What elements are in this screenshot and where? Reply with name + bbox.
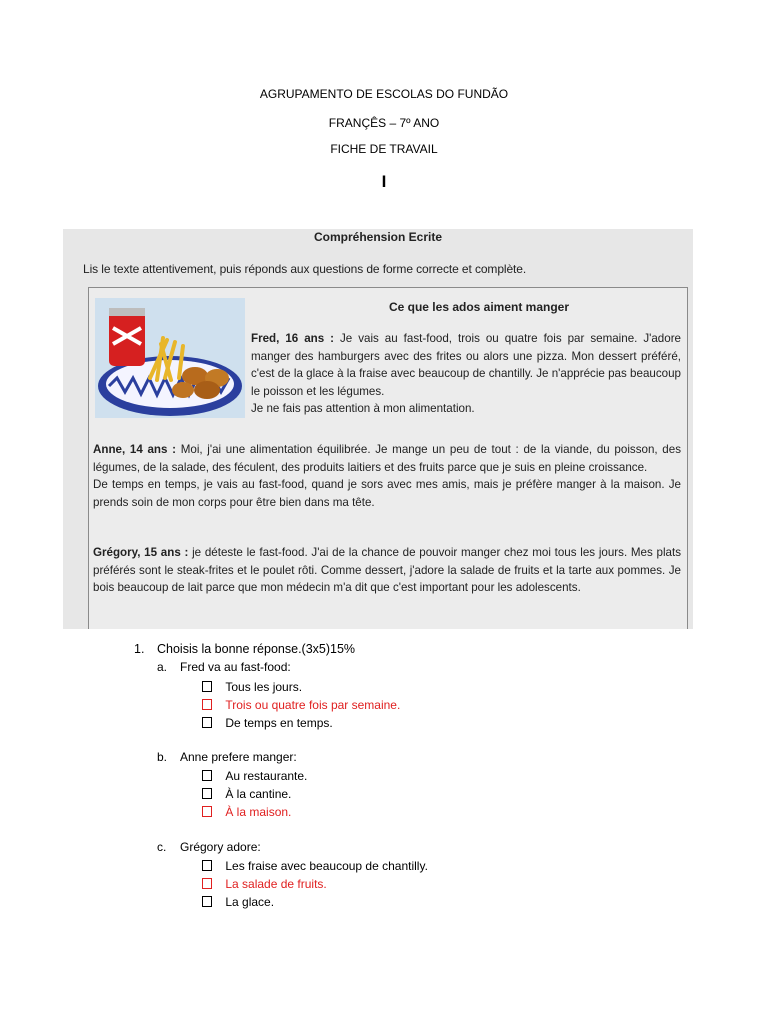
option-label: Les fraise avec beaucoup de chantilly.: [225, 859, 428, 873]
article-box: [88, 287, 688, 629]
checkbox-icon[interactable]: [202, 896, 212, 907]
checkbox-icon[interactable]: [202, 717, 212, 728]
option-c3[interactable]: [202, 895, 274, 909]
section-number: I: [381, 172, 387, 191]
option-b1[interactable]: [202, 769, 307, 783]
fast-food-illustration: [95, 298, 245, 418]
option-b3-correct[interactable]: [202, 805, 291, 819]
option-label: Au restaurante.: [225, 769, 308, 783]
question-1-text: Choisis la bonne réponse.(3x5)15%: [157, 642, 356, 656]
anne-name: Anne, 14 ans :: [93, 443, 177, 456]
checkbox-icon[interactable]: [202, 860, 212, 871]
option-label: La salade de fruits.: [225, 877, 327, 891]
option-label: De temps en temps.: [225, 716, 333, 730]
anne-text-2: De temps en temps, je vais au fast-food, quand je sors avec mes amis, mais je préfère manger à la maison. Je prends soin de mon corps pour être bien dans ma tête.: [93, 478, 681, 509]
comprehension-block: [63, 229, 693, 629]
checkbox-icon[interactable]: [202, 878, 212, 889]
fred-text-2: Je ne fais pas attention à mon alimentation.: [251, 402, 475, 415]
gregory-name: Grégory, 15 ans :: [93, 546, 189, 559]
option-a2-correct[interactable]: [202, 698, 400, 712]
part-b-prompt: Anne prefere manger:: [180, 750, 297, 764]
option-c1[interactable]: [202, 859, 428, 873]
question-1-number: 1.: [134, 642, 145, 656]
part-a-letter: a.: [157, 660, 168, 674]
checkbox-icon[interactable]: [202, 770, 212, 781]
option-a3[interactable]: [202, 716, 333, 730]
option-label: Tous les jours.: [225, 680, 303, 694]
option-a1[interactable]: [202, 680, 302, 694]
comprehension-instruction: Lis le texte attentivement, puis réponds aux questions de forme correcte et complète.: [83, 262, 527, 276]
checkbox-icon[interactable]: [202, 681, 212, 692]
option-label: À la maison.: [225, 805, 292, 819]
sheet-title: FICHE DE TRAVAIL: [330, 142, 438, 156]
option-label: À la cantine.: [225, 787, 292, 801]
school-name: AGRUPAMENTO DE ESCOLAS DO FUNDÃO: [259, 87, 509, 101]
gregory-paragraph: [93, 544, 681, 597]
anne-paragraph: [93, 441, 681, 511]
article-title: Ce que les ados aiment manger: [388, 300, 570, 314]
fred-text: Je vais au fast-food, trois ou quatre fois par semaine. J'adore manger des hamburgers avec des frites ou alors une pizza. Mon dessert préféré, c'est de la glace à la fraise avec beaucoup de chantilly. Je n'apprécie pas beaucoup le poisson et les légumes.: [251, 332, 682, 398]
option-label: Trois ou quatre fois par semaine.: [225, 698, 401, 712]
part-c-prompt: Grégory adore:: [180, 840, 261, 854]
fred-name: Fred, 16 ans :: [251, 332, 335, 345]
fred-paragraph: [251, 330, 681, 418]
checkbox-icon[interactable]: [202, 788, 212, 799]
option-label: La glace.: [225, 895, 275, 909]
option-b2[interactable]: [202, 787, 291, 801]
anne-text: Moi, j'ai une alimentation équilibrée. Je mange un peu de tout : de la viande, du poisson, des légumes, de la salade, des féculent, des produits laitiers et des fruits parce que je suis en pleine croissance.: [93, 443, 681, 474]
subject-line: FRANÇÊS – 7º ANO: [328, 116, 440, 130]
checkbox-icon[interactable]: [202, 699, 212, 710]
gregory-text: je déteste le fast-food. J'ai de la chance de pouvoir manger chez moi tous les jours. Mes plats préférés sont le steak-frites et le poulet rôti. Comme dessert, j'adore la salade de fruits et la tarte aux pommes. Je bois beaucoup de lait parce que mon médecin m'a dit que c'est important pour les adolescents.: [93, 546, 682, 594]
comprehension-title: Compréhension Ecrite: [313, 230, 443, 244]
part-c-letter: c.: [157, 840, 167, 854]
part-a-prompt: Fred va au fast-food:: [180, 660, 291, 674]
checkbox-icon[interactable]: [202, 806, 212, 817]
part-b-letter: b.: [157, 750, 168, 764]
option-c2-correct[interactable]: [202, 877, 327, 891]
